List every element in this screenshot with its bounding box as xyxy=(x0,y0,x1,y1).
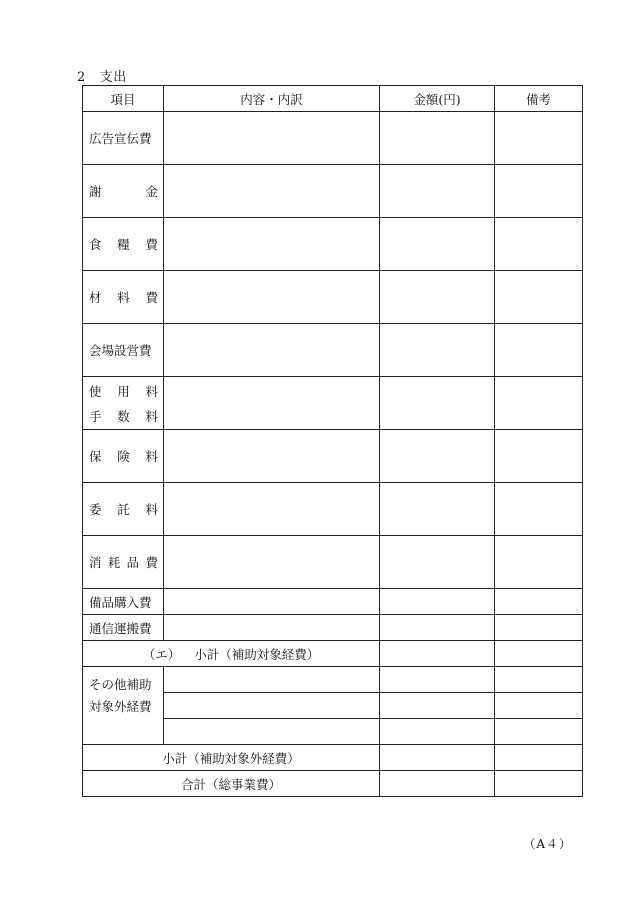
other-row xyxy=(83,667,583,693)
content-cell[interactable] xyxy=(164,324,380,377)
header-content: 内容・内訳 xyxy=(164,86,380,112)
amount-cell[interactable] xyxy=(380,589,495,615)
content-cell[interactable] xyxy=(164,271,380,324)
table-row xyxy=(83,165,583,218)
char: 料 xyxy=(145,449,158,464)
char: 料 xyxy=(145,383,158,399)
table-row xyxy=(83,615,583,641)
label-line: 対象外経費 xyxy=(89,699,152,714)
item-label-consumables xyxy=(83,536,164,589)
amount-cell[interactable] xyxy=(380,377,495,430)
remarks-cell[interactable] xyxy=(495,719,583,745)
remarks-cell[interactable] xyxy=(495,589,583,615)
char: 費 xyxy=(145,237,158,252)
item-label-insurance xyxy=(83,430,164,483)
item-label-equipment: 備品購入費 xyxy=(83,589,164,615)
table-row xyxy=(83,377,583,430)
remarks-cell[interactable] xyxy=(495,693,583,719)
char: 委 xyxy=(89,502,102,517)
expense-table xyxy=(82,85,583,797)
total-label: 合計（総事業費） xyxy=(83,771,380,797)
char: 消 xyxy=(89,555,102,570)
content-cell[interactable] xyxy=(164,218,380,271)
remarks-cell[interactable] xyxy=(495,165,583,218)
item-label-usage-commission xyxy=(83,377,164,430)
item-label-honorarium xyxy=(83,165,164,218)
content-cell[interactable] xyxy=(164,589,380,615)
table-header-row xyxy=(83,86,583,112)
amount-cell[interactable] xyxy=(380,271,495,324)
content-cell[interactable] xyxy=(164,615,380,641)
label-line: その他補助 xyxy=(89,677,152,692)
header-amount: 金額(円) xyxy=(380,86,495,112)
amount-cell[interactable] xyxy=(380,112,495,165)
amount-cell[interactable] xyxy=(380,641,495,667)
item-label-advertising: 広告宣伝費 xyxy=(83,112,164,165)
char: 耗 xyxy=(107,555,121,570)
char: 数 xyxy=(117,408,130,424)
amount-cell[interactable] xyxy=(380,165,495,218)
char: 糧 xyxy=(117,237,130,252)
item-label-outsourcing xyxy=(83,483,164,536)
table-row xyxy=(83,589,583,615)
content-cell[interactable] xyxy=(164,377,380,430)
char: 材 xyxy=(89,290,102,305)
paper-size-note: （A４） xyxy=(523,837,572,851)
char: 託 xyxy=(117,502,130,517)
item-label-food xyxy=(83,218,164,271)
table-row xyxy=(83,271,583,324)
total-row xyxy=(83,771,583,797)
remarks-cell[interactable] xyxy=(495,430,583,483)
amount-cell[interactable] xyxy=(380,536,495,589)
subtotal-eligible-row xyxy=(83,641,583,667)
content-cell[interactable] xyxy=(164,112,380,165)
header-item: 項目 xyxy=(83,86,164,112)
table-row xyxy=(83,483,583,536)
char: 険 xyxy=(117,449,130,464)
amount-cell[interactable] xyxy=(380,771,495,797)
remarks-cell[interactable] xyxy=(495,536,583,589)
amount-cell[interactable] xyxy=(380,719,495,745)
remarks-cell[interactable] xyxy=(495,271,583,324)
char: 謝 xyxy=(89,184,102,199)
content-cell[interactable] xyxy=(164,165,380,218)
subtotal-marker: （エ） xyxy=(142,646,181,662)
subtotal-label: 小計（補助対象経費） xyxy=(194,646,320,662)
char: 金 xyxy=(145,184,158,199)
content-cell[interactable] xyxy=(164,483,380,536)
remarks-cell[interactable] xyxy=(495,112,583,165)
char: 費 xyxy=(145,555,158,570)
table-row xyxy=(83,112,583,165)
section-heading xyxy=(77,66,127,85)
item-label-other-ineligible xyxy=(83,667,164,745)
remarks-cell[interactable] xyxy=(495,615,583,641)
char: 料 xyxy=(145,502,158,517)
item-label-venue: 会場設営費 xyxy=(83,324,164,377)
section-number: 2 xyxy=(77,70,86,85)
char: 保 xyxy=(89,449,102,464)
subtotal-ineligible-row xyxy=(83,745,583,771)
remarks-cell[interactable] xyxy=(495,324,583,377)
amount-cell[interactable] xyxy=(380,745,495,771)
item-label-materials xyxy=(83,271,164,324)
content-cell[interactable] xyxy=(164,719,380,745)
char: 手 xyxy=(89,408,102,424)
char: 用 xyxy=(117,383,130,399)
remarks-cell[interactable] xyxy=(495,218,583,271)
table-row xyxy=(83,324,583,377)
amount-cell[interactable] xyxy=(380,483,495,536)
amount-cell[interactable] xyxy=(380,667,495,693)
char: 使 xyxy=(89,383,102,399)
content-cell[interactable] xyxy=(164,430,380,483)
char: 食 xyxy=(89,237,102,252)
table-row xyxy=(83,430,583,483)
char: 料 xyxy=(117,290,130,305)
remarks-cell[interactable] xyxy=(495,483,583,536)
remarks-cell[interactable] xyxy=(495,667,583,693)
remarks-cell[interactable] xyxy=(495,641,583,667)
table-row xyxy=(83,218,583,271)
content-cell[interactable] xyxy=(164,536,380,589)
item-label-communication: 通信運搬費 xyxy=(83,615,164,641)
subtotal-eligible-label xyxy=(83,641,380,667)
amount-cell[interactable] xyxy=(380,218,495,271)
amount-cell[interactable] xyxy=(380,324,495,377)
table-row xyxy=(83,536,583,589)
amount-cell[interactable] xyxy=(380,430,495,483)
remarks-cell[interactable] xyxy=(495,771,583,797)
remarks-cell[interactable] xyxy=(495,745,583,771)
content-cell[interactable] xyxy=(164,693,380,719)
content-cell[interactable] xyxy=(164,667,380,693)
remarks-cell[interactable] xyxy=(495,377,583,430)
char: 品 xyxy=(126,555,140,570)
amount-cell[interactable] xyxy=(380,615,495,641)
amount-cell[interactable] xyxy=(380,693,495,719)
subtotal-ineligible-label: 小計（補助対象外経費） xyxy=(83,745,380,771)
char: 料 xyxy=(145,408,158,424)
char: 費 xyxy=(145,290,158,305)
header-remarks: 備考 xyxy=(495,86,583,112)
section-title: 支出 xyxy=(99,70,127,85)
